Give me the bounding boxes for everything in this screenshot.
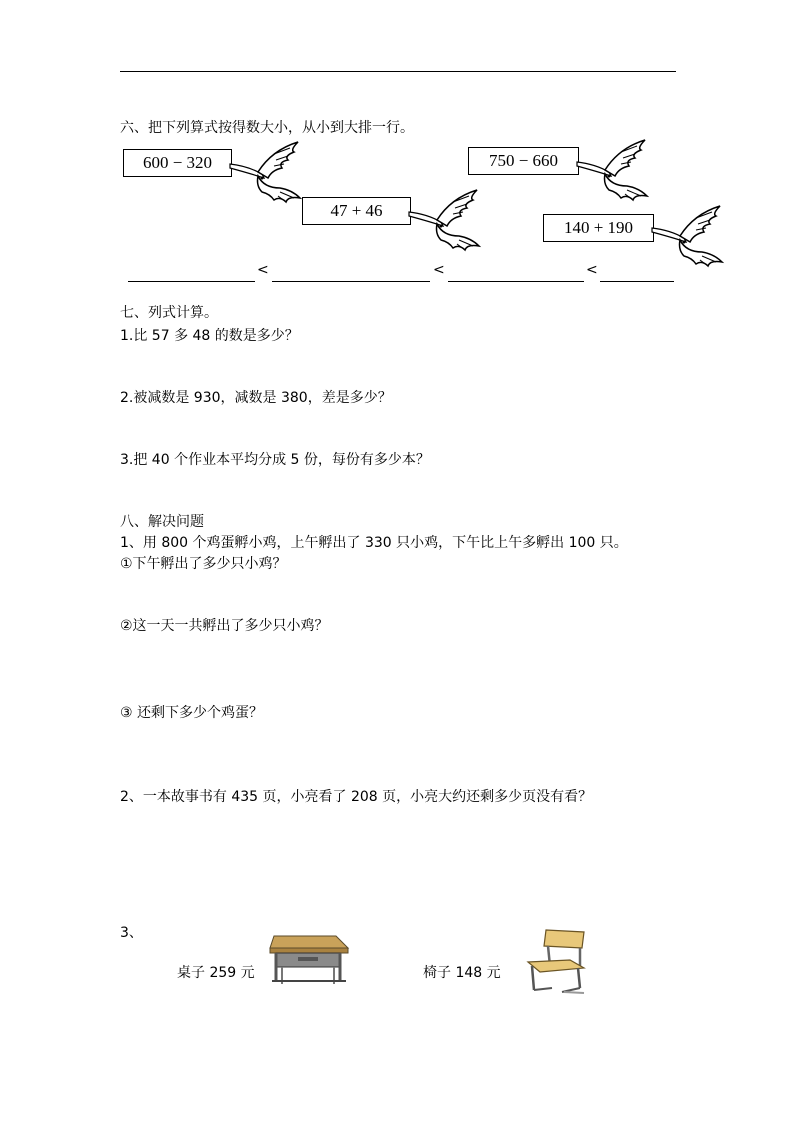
- problem-1-part-c: ③ 还剩下多少个鸡蛋？: [120, 705, 264, 721]
- desk-price-label: 桌子 259 元: [177, 965, 255, 981]
- less-than-sign: <: [433, 262, 445, 278]
- dove-icon: [575, 138, 655, 204]
- dove-icon: [650, 204, 730, 270]
- less-than-sign: <: [586, 262, 598, 278]
- dove-icon: [228, 140, 308, 206]
- section8-title: 八、解决问题: [120, 514, 204, 530]
- chair-icon: [522, 926, 590, 996]
- problem-2: 2、一本故事书有 435 页，小亮看了 208 页，小亮大约还剩多少页没有看？: [120, 789, 593, 805]
- problem-3: 3、: [120, 925, 143, 941]
- section7-question-1: 1.比 57 多 48 的数是多少？: [120, 328, 299, 344]
- answer-blank-1[interactable]: [128, 281, 255, 282]
- problem-1-part-b: ②这一天一共孵出了多少只小鸡？: [120, 618, 329, 634]
- expression-box-3: 750 − 660: [468, 147, 579, 175]
- problem-1: 1、用 800 个鸡蛋孵小鸡，上午孵出了 330 只小鸡，下午比上午多孵出 100 只。: [120, 535, 628, 551]
- less-than-sign: <: [257, 262, 269, 278]
- expression-box-2: 47 + 46: [302, 197, 411, 225]
- section6-title: 六、把下列算式按得数大小，从小到大排一行。: [120, 120, 414, 136]
- dove-icon: [407, 188, 487, 254]
- problem-1-part-a: ①下午孵出了多少只小鸡？: [120, 556, 287, 572]
- answer-blank-4[interactable]: [600, 281, 674, 282]
- answer-blank-3[interactable]: [448, 281, 584, 282]
- desk-icon: [268, 932, 350, 986]
- expression-box-1: 600 − 320: [123, 149, 232, 177]
- expression-box-4: 140 + 190: [543, 214, 654, 242]
- chair-price-label: 椅子 148 元: [423, 965, 501, 981]
- section7-question-2: 2.被减数是 930，减数是 380，差是多少？: [120, 390, 392, 406]
- section7-title: 七、列式计算。: [120, 305, 218, 321]
- section7-question-3: 3.把 40 个作业本平均分成 5 份，每份有多少本？: [120, 452, 430, 468]
- answer-blank-2[interactable]: [272, 281, 430, 282]
- header-rule: [120, 71, 676, 72]
